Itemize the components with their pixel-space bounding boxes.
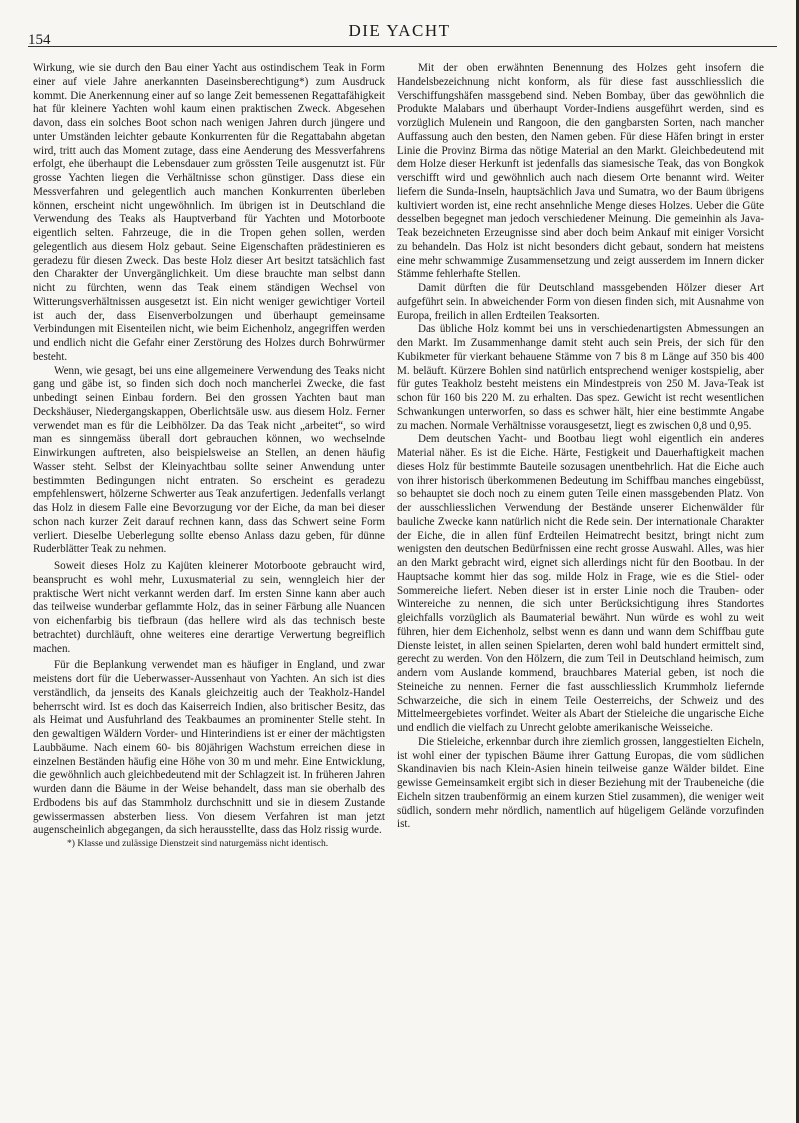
running-head-title: DIE YACHT <box>348 21 451 40</box>
paragraph: Mit der oben erwähnten Benennung des Holzes geht insofern die Handelsbezeichnung nicht konform, als für diese fast ausschliesslich die Verschiffungshäfen massgebend sind. Neben Bombay, über das gewöhnlich die Produkte Malabars und überhaupt Vorder-Indiens ausgeführt werden, sind es vorzüglich Mulenein und Rangoon, die den gangbarsten Sorten, nach mancher Auffassung auch den besten, den Namen geben. Für diese Häfen bringt in erster Linie die Provinz Birma das nötige Material an den Markt. Gleichbedeutend mit dem Holze dieser Herkunft ist jedenfalls das siamesische Teak, das von Bongkok verschifft wird und gewöhnlich auch nach diesem Orte benannt wird. Weiter liefern die Sunda-Inseln, hauptsächlich Java und Sumatra, wo der Baum übrigens kultiviert worden ist, eine recht ansehnliche Menge dieses Holzes. Ueber die Güte desselben begegnet man jedoch verschiedener Meinung. Die gemeinhin als Java-Teak bezeichneten Erzeugnisse sind aber doch beim Ankauf mit einiger Vorsicht zu behandeln. Das Holz ist nicht besonders dicht gebaut, sondern hat meistens eine mehr schwammige Zusammensetzung und zeigt ausserdem im Innern dicker Stämme fehlerhafte Stellen. <box>397 62 764 281</box>
paragraph: Dem deutschen Yacht- und Bootbau liegt wohl eigentlich ein anderes Material näher. Es ist die Eiche. Härte, Festigkeit und Dauerhaftigkeit machen dieses Holz für bestimmte Bauteile sozusagen unentbehrlich. Hat die Eiche auch von ihrer historisch überkommenen Bedeutung im Schiffbau manches eingebüsst, so behauptet sie doch noch zu einem guten Teile einen massgebenden Platz. Von der ausschliesslichen Verwendung der Bestände unserer Eichenwälder für bauliche Zwecke kann natürlich nicht die Rede sein. Der internationale Charakter der Eiche, die in allen fünf Erdteilen Heimatrecht besitzt, bringt nicht zum wenigsten den deutschen Bedürfnissen eine recht grosse Auswahl. Alles, was hier an den Markt gebracht wird, eignet sich allerdings nicht für den Bootbau. In der Hauptsache kommt hier das sog. milde Holz in Frage, wie es die Stiel- oder Sommereiche liefert. Neben dieser ist in erster Linie noch die Trauben- oder Wintereiche zu nennen, die sich unter Berücksichtigung ihres Standortes gleichfalls vorzüglich als Baumaterial bewährt. Nun würde es wohl zu weit führen, hier dem Eichenholz, selbst wenn es dann und wann dem Schiffbau gute Dienste leistet, in allen seinen Spielarten, deren wohl bald hundert ermittelt sind, gerecht zu werden. Von den Hölzern, die zum Teil in Deutschland heimisch, zum andern vom Auslande kommend, brauchbares Material geben, ist noch die Steineiche zu nennen. Ferner die fast ausschliesslich Krummholz liefernde Schwarzeiche, die sich in einem Teile Oesterreichs, der Schweiz und des Mittelmeergebietes vorfindet. Weiter als Abart der Stieleiche die ungarische Eiche und endlich die vielfach zu Unrecht gelobte amerikanische Weisseiche. <box>397 433 764 734</box>
paragraph: Wirkung, wie sie durch den Bau einer Yacht aus ostindischem Teak in Form einer auf viele Jahre anerkannten Daseinsberechtigung*) zum Ausdruck kommt. Die Anerkennung einer auf so lange Zeit bemessenen Regattafähigkeit hat für kleinere Yachten wohl kaum einen praktischen Zweck. Abgesehen davon, dass ein solches Boot schon nach wenigen Jahren durch jüngere und unter Umständen leichter gebaute Konkurrenten für die Regattabahn abgetan wird, tritt auch das Moment zutage, dass eine Aenderung des Messverfahrens erfolgt, ehe überhaupt die Lebensdauer zum grössten Teile ausgenutzt ist. Für grosse Yachten liegen die Verhältnisse schon günstiger. Dass diese ein Messverfahren und gelegentlich auch manchen Konkurrenten überleben können, erscheint nicht ungewöhnlich. Im übrigen ist in Deutschland die Verwendung des Teaks als Hauptverband für Yachten und Motorboote eigentlich selten. Fahrzeuge, die in die Tropen gehen sollen, werden gelegentlich aus diesem Holz gebaut. Seine Eigenschaften prädestinieren es geradezu für diesen Zweck. Das beste Holz dieser Art besitzt tatsächlich fast den Charakter der Unvergänglichkeit. Um diese brauchte man selbst dann nicht zu fürchten, wenn das Teak einem ständigen Wechsel von Witterungsverhältnissen ausgesetzt ist. Ein nicht weniger gewichtiger Vorteil ist auch der, dass Eisenverbolzungen und überhaupt gemeinsame Verbindungen mit Eisenteilen nicht, wie beim Eichenholz, angegriffen werden und endlich nicht die Gefahr einer Zerstörung des Holzes durch Bohrwürmer besteht. <box>33 62 385 363</box>
footnote: *) Klasse und zulässige Dienstzeit sind naturgemäss nicht identisch. <box>67 838 329 849</box>
paragraph: Für die Beplankung verwendet man es häufiger in England, und zwar meistens dort für die Ueberwasser-Aussenhaut von Yachten. An sich ist dies verständlich, da jenseits des Kanals gleichzeitig auch der Teakholz-Handel beherrscht wird. Ist es doch das Kaiserreich Indien, also britischer Besitz, das als Heimat und Ausfuhrland des Teakbaumes an prominenter Stelle steht. In den gewaltigen Wäldern Vorder- und Hinterindiens ist er einer der mächtigsten Laubbäume. Nach einem 60- bis 80jährigen Wachstum erreichen diese in einzelnen Beständen häufig eine Höhe von 30 m und mehr. Eine Entwicklung, die gewöhnlich auch gleichbedeutend mit der Schlagzeit ist. In früheren Jahren wurden dann die Bäume in der Weise behandelt, dass man sie oberhalb des Erdbodens bis auf das Stammholz durchschnitt und sie in diesem Zustande gewissermassen absterben liess. Von diesem Verfahren ist man jetzt augenscheinlich abgegangen, da sich herausstellte, dass das Holz rissig wurde. <box>33 659 385 837</box>
paragraph: Wenn, wie gesagt, bei uns eine allgemeinere Verwendung des Teaks nicht gang und gäbe ist, so finden sich doch noch mancherlei Zwecke, die fast unbedingt seinen Einbau fordern. Bei den grossen Yachten baut man Deckshäuser, Niedergangskappen, Oberlichtsäle usw. aus diesem Holz. Ferner verwendet man es für die Leibhölzer. Da das Teak nicht „arbeitet“, so wird man es sinngemäss überall dort gebrauchen können, wo wechselnde Einwirkungen auftreten, also beispielsweise an Stellen, an denen häufig Wasser steht. Selbst der Kleinyachtbau sollte seiner Anwendung unter bestimmten Bedingungen nicht entraten. So erscheint es geradezu empfehlenswert, hölzerne Schwerter aus Teak anzufertigen. Jedenfalls verlangt das Holz in diesem Falle eine Bevorzugung vor der Eiche, da man bei dieser schon nach kurzer Zeit darauf rechnen kann, dass das Schwert seine Form verliert. Dieselbe Ueberlegung sollte ebenso Anlass dazu geben, für dünne Ruderblätter Teak zu nehmen. <box>33 364 385 556</box>
paragraph: Damit dürften die für Deutschland massgebenden Hölzer dieser Art aufgeführt sein. In abweichender Form von diesen finden sich, mit Ausnahme von Europa, freilich in allen Erdteilen Teaksorten. <box>397 282 764 322</box>
page-number: 154 <box>28 32 51 48</box>
paragraph: Die Stieleiche, erkennbar durch ihre ziemlich grossen, langgestielten Eicheln, ist wohl einer der typischen Bäume ihrer Gattung Europas, die vom südlichen Skandinavien bis nach Klein-Asien hinein teilweise ganze Wälder bildet. Eine gewisse Gemeinsamkeit ergibt sich in dieser Beziehung mit der Traubeneiche (die Eicheln sitzen traubenförmig an einem kurzen Stiel zusammen), die weniger weit südlich, sondern mehr nördlich, namentlich auf hügeligem Gelände vorzufinden ist. <box>397 735 764 831</box>
header-rule <box>28 46 777 47</box>
paragraph: Das übliche Holz kommt bei uns in verschiedenartigsten Abmessungen an den Markt. Im Zusammenhange damit steht auch sein Preis, der sich für den Kubikmeter für vierkant behauene Stämme von 7 bis 8 m Länge auf 350 bis 400 M. beläuft. Kürzere Bohlen sind natürlich entsprechend weniger kostspielig, aber für gutes Teakholz besteht meistens ein Mindestpreis von 250 M. Java-Teak ist schon für 160 bis 220 M. zu erhalten. Das spez. Gewicht ist recht wesentlichen Schwankungen unterworfen, so dass es schwer hält, hier eine bestimmte Angabe zu machen. Normale Verhältnisse vorausgesetzt, liegt es zwischen 0,8 und 0,95. <box>397 323 764 432</box>
paragraph: Soweit dieses Holz zu Kajüten kleinerer Motorboote gebraucht wird, beansprucht es wohl mehr, Luxusmaterial zu sein, wenngleich hier der praktische Wert nicht verkannt werden darf. Im ersten Sinne kann aber auch das teilweise wunderbar geflammte Holz, das in seiner Färbung alle Nuancen von eichenfarbig bis tiefbraun (das hellere wird als das technisch beste betrachtet) durchläuft, ohne weiteres eine derartige Verwertung begreiflich machen. <box>33 560 385 655</box>
right-column <box>397 62 764 832</box>
left-column <box>33 62 385 850</box>
